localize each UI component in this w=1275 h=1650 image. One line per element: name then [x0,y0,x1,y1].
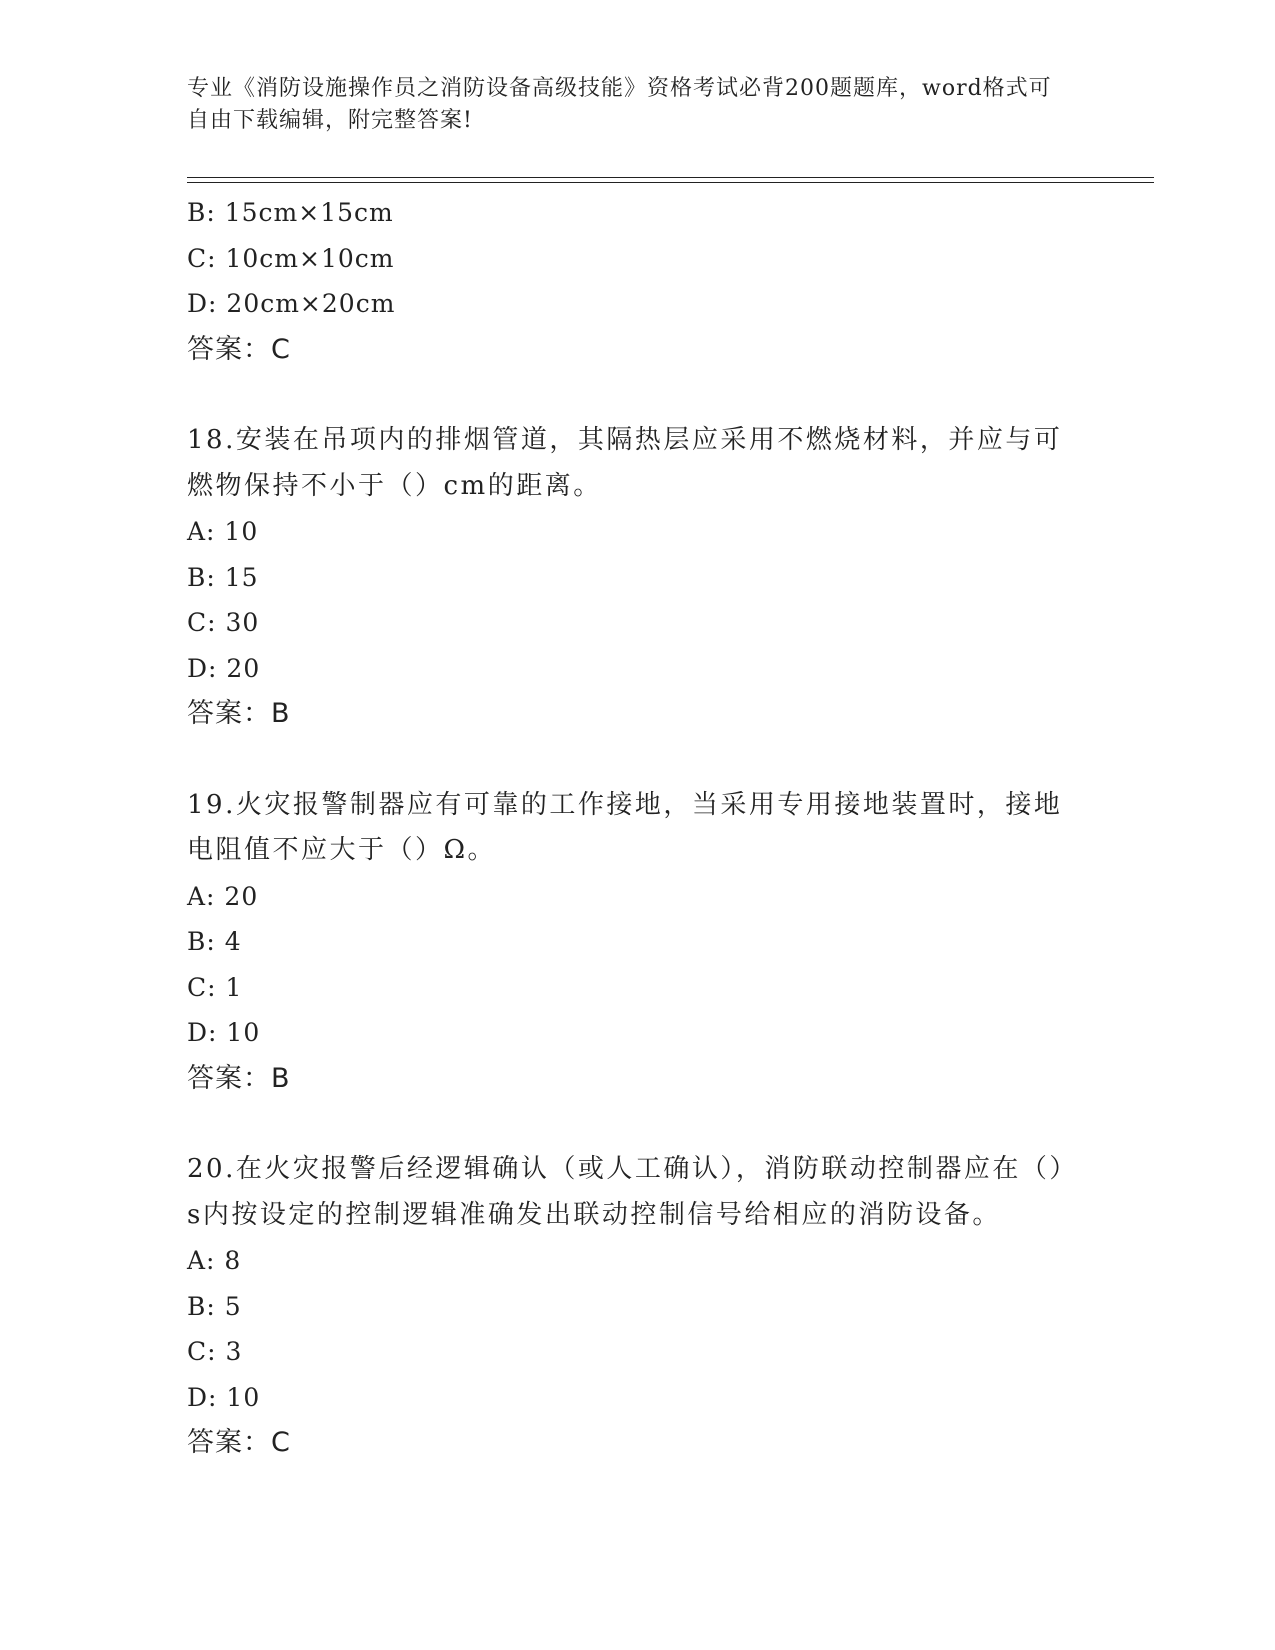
option-d: D: 20 [187,653,261,683]
answer: 答案：C [187,1427,291,1458]
answer: 答案：B [187,1062,291,1094]
question-20 [187,1147,1087,1466]
document-header: 专业《消防设施操作员之消防设备高级技能》资格考试必背200题题库，word格式可自由下载编辑，附完整答案! [187,76,1052,133]
option-a: A: 20 [187,881,259,911]
option-b: B: 15 [187,562,259,592]
header-divider-top [187,177,1154,178]
question-19 [187,783,1087,1102]
answer: 答案：B [187,698,291,729]
option-b: B: 5 [187,1291,242,1321]
question-list [187,190,1087,1466]
option-c: C: 3 [187,1337,243,1366]
option-c: C: 10cm×10cm [187,243,395,273]
question-17-tail [187,190,1087,372]
option-a: A: 8 [187,1246,242,1275]
header-divider-bottom [187,182,1154,183]
question-text: 18.安装在吊项内的排烟管道，其隔热层应采用不燃烧材料，并应与可燃物保持不小于（）cm的距离。 [187,425,1063,501]
question-18 [187,418,1087,737]
option-c: C: 1 [187,972,243,1002]
option-c: C: 30 [187,608,260,637]
option-a: A: 10 [187,517,259,546]
option-b: B: 4 [187,927,242,956]
option-d: D: 20cm×20cm [187,289,396,318]
option-b: B: 15cm×15cm [187,198,394,227]
option-d: D: 10 [187,1018,261,1047]
question-text: 20.在火灾报警后经逻辑确认（或人工确认），消防联动控制器应在（）s内按设定的控制逻辑准确发出联动控制信号给相应的消防设备。 [187,1154,1065,1230]
question-text: 19.火灾报警制器应有可靠的工作接地，当采用专用接地装置时，接地电阻值不应大于（）Ω。 [187,789,1063,865]
answer: 答案：C [187,333,291,365]
option-d: D: 10 [187,1382,261,1412]
